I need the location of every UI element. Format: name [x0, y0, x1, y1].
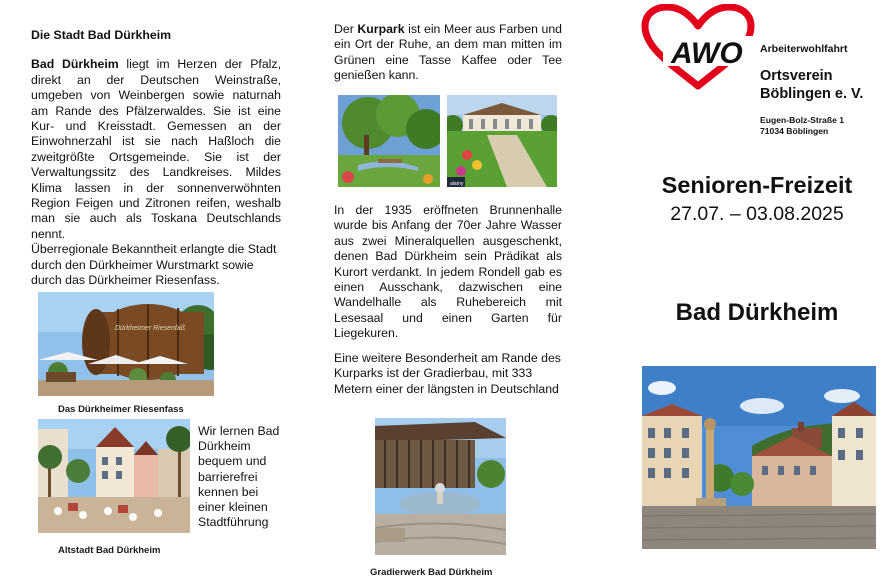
- local-line-1: Ortsverein: [760, 68, 833, 84]
- altstadt-caption: Altstadt Bad Dürkheim: [58, 545, 161, 556]
- local-line-2: Böblingen e. V.: [760, 86, 864, 102]
- org-name: Arbeiterwohlfahrt: [760, 43, 848, 55]
- address-city: 71034 Böblingen: [760, 126, 829, 136]
- awo-logo-text: AWO: [671, 37, 743, 70]
- intro-bold: Bad Dürkheim: [31, 57, 119, 72]
- kurpark-paragraph: [334, 22, 562, 84]
- kurpark-photo-2: [447, 95, 557, 187]
- local-chapter: [760, 67, 863, 103]
- kurpark-rest: ist ein Meer aus Farben und ein Ort der Ruhe, an dem man mitten im Grünen eine Tasse Kaffee oder Tee genießen kann.: [334, 22, 562, 83]
- awo-logo: [641, 4, 755, 90]
- intro-text: liegt im Herzen der Pfalz, direkt an der Deutschen Weinstraße, umgeben von Weinbergen sowie naturnah am Rande des Pfälzerwaldes. Sie ist eine Kur- und Kreisstadt. Gemessen an der Einwohnerzahl ist sie nach Haßloch die zweitgrößte Ortsgemeinde. Sie ist der Verwaltungssitz des Landkreises. Mildes Klima lassen in der sonnenverwöhnten Region Feigen und Zitronen reifen, weshalb man sie auch als Toskana Deutschlands nennt.: [31, 57, 281, 241]
- address-street: Eugen-Bolz-Straße 1: [760, 115, 845, 125]
- gradierwerk-caption: Gradierwerk Bad Dürkheim: [370, 567, 493, 578]
- kurpark-bold: Kurpark: [357, 22, 405, 36]
- gradierwerk-photo: [375, 418, 506, 555]
- riesenfass-caption: Das Dürkheimer Riesenfass: [58, 404, 184, 415]
- tour-text: Wir lernen Bad Dürkheim bequem und barrierefrei kennen bei einer kleinen Stadtführung: [198, 424, 280, 530]
- section-heading: Die Stadt Bad Dürkheim: [31, 28, 172, 42]
- altstadt-photo: [38, 419, 190, 533]
- gradierbau-paragraph: Eine weitere Besonderheit am Rande des Kurparks ist der Gradierbau, mit 333 Metern einer der längsten in Deutschland: [334, 351, 561, 396]
- event-dates: 27.07. – 03.08.2025: [670, 203, 844, 225]
- riesenfass-photo: [38, 292, 214, 396]
- brunnenhalle-paragraph: In der 1935 eröffneten Brunnenhalle wurde bis Anfang der 70er Jahre Wasser aus zwei Mineralquellen ausgeschenkt, denen Bad Dürkheim sein Prädikat als Kurort verdankt. In jedem Rondell gab es einen Ausschank, dazwischen eine Wandelhalle als Ruhebereich mit Lesesaal und einen Garten für Liegekuren.: [334, 203, 562, 341]
- intro-paragraph: [31, 57, 281, 242]
- address: [760, 115, 844, 137]
- kurpark-pre: Der: [334, 22, 358, 36]
- destination-title: Bad Dürkheim: [675, 299, 839, 326]
- fass-sign-text: Dürkheimer Riesenfaß: [114, 325, 186, 332]
- photo-watermark: alamy: [450, 181, 464, 187]
- kurpark-photo-1: [338, 95, 440, 187]
- left-column: [31, 28, 281, 289]
- fame-paragraph: Überregionale Bekanntheit erlangte die Stadt durch den Dürkheimer Wurstmarkt sowie durch das Dürkheimer Riesenfass.: [31, 242, 277, 288]
- market-square-photo: [642, 366, 876, 549]
- event-title: Senioren-Freizeit: [661, 172, 853, 198]
